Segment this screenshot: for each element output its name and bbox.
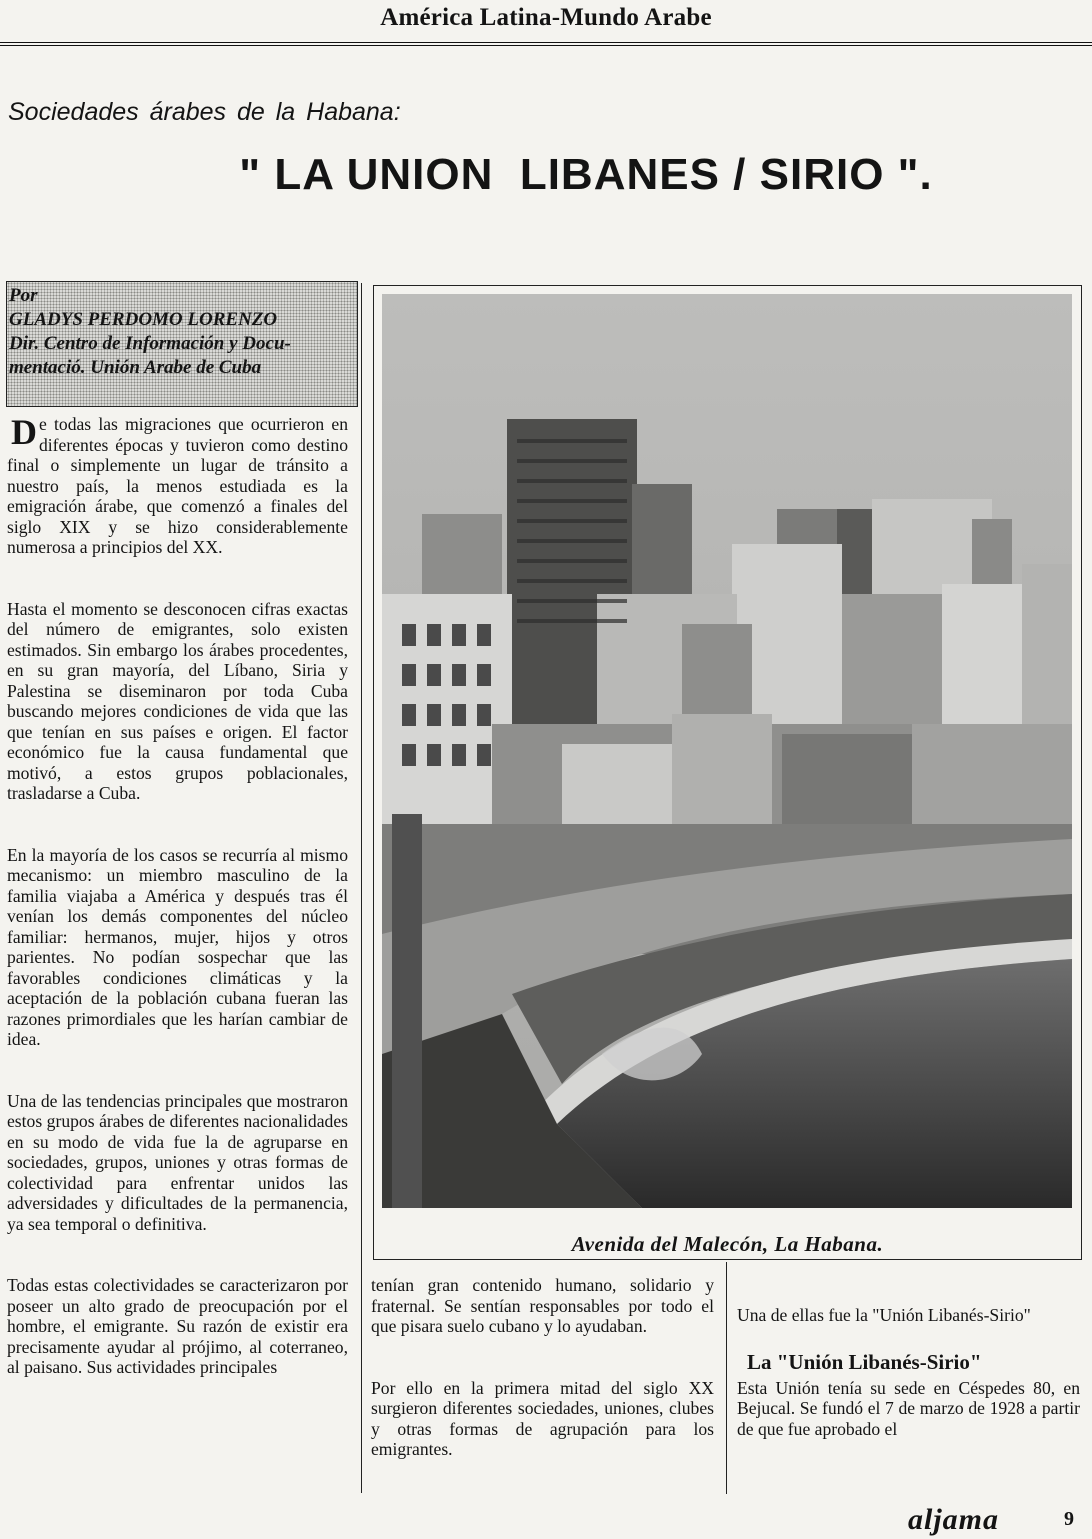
photo-caption: Avenida del Malecón, La Habana. (571, 1232, 884, 1256)
paragraph: Esta Unión tenía su sede en Céspedes 80, en Bejucal. Se fundó el 7 de marzo de 1928 a partir de que fue aprobado el (737, 1377, 1080, 1439)
byline-affiliation-1: Dir. Centro de Información y Docu- (9, 333, 291, 354)
article-column-1 (7, 414, 348, 1419)
paragraph: Por ello en la primera mitad del siglo XX surgieron diferentes sociedades, uniones, clubes y otras formas de agrupación para los emigrantes. (371, 1377, 714, 1459)
malecon-photo-illustration (382, 294, 1072, 1208)
paragraph: Una de ellas fue la "Unión Libanés-Sirio" (737, 1305, 1031, 1325)
section-subhead: La "Unión Libanés-Sirio" (747, 1349, 982, 1374)
byline-box (6, 281, 358, 407)
article-headline: " LA UNION LIBANES / SIRIO ". (239, 150, 933, 199)
byline-por: Por (9, 285, 38, 306)
paragraph: Todas estas colectividades se caracterizaron por poseer un alto grado de preocupación por el hombre, el emigrante. Su razón de existir era precisamente ayudar al prójimo, al coterraneo, al paisano. Sus actividades principales (7, 1275, 348, 1377)
byline-affiliation-2: mentació. Unión Arabe de Cuba (9, 357, 262, 378)
paragraph: tenían gran contenido humano, solidario y fraternal. Se sentían responsables por todo el que pisara suelo cubano y lo ayudaban. (371, 1275, 714, 1336)
column-divider (726, 1262, 727, 1494)
aljama-logo: aljama (908, 1503, 1000, 1536)
article-column-2 (371, 1275, 714, 1501)
paragraph: Hasta el momento se desconocen cifras exactas del número de emigrantes, solo existen estimados. Sin embargo los árabes procedentes, en su gran mayoría, del Líbano, Siria y Palestina se diseminaron por toda Cuba buscando mejores condiciones de vida que las que tenían en sus países e origen. El factor económico fue la causa fundamental que motivó, a estos grupos poblacionales, trasladarse a Cuba. (7, 598, 348, 803)
malecon-photo (382, 294, 1072, 1208)
section-header (0, 0, 1092, 46)
byline-author: GLADYS PERDOMO LORENZO (9, 309, 278, 330)
paragraph: En la mayoría de los casos se recurría al mismo mecanismo: un miembro masculino de la familia viajaba a América y después tras él venían los demás componentes del núcleo familiar: hermanos, mujer, hijos y otros parientes. No podían sospechar que las favorables condiciones climáticas y la aceptación de la población cubana fueran las razones primordiales que les harían cambiar de idea. (7, 844, 348, 1049)
page-number: 9 (1064, 1508, 1074, 1530)
article-kicker: Sociedades árabes de la Habana: (8, 98, 401, 126)
column-divider (361, 283, 362, 1493)
paragraph: De todas las migraciones que ocurrieron en diferentes épocas y tuvieron como destino final o simplemente un lugar de tránsito a nuestro país, la menos estudiada es la emigración árabe, que comenzó a finales del siglo XIX y se hizo considerablemente numerosa a principios del XX. (7, 412, 348, 557)
section-title: América Latina-Mundo Arabe (380, 4, 712, 31)
paragraph: Una de las tendencias principales que mostraron estos grupos árabes de diferentes nacionalidades en su modo de vida fue la de agruparse en sociedades, grupos, uniones y otras formas de colectividad para enfrentar unidos las adversidades y dificultades de la permanencia, ya sea temporal o definitiva. (7, 1090, 348, 1234)
article-column-3 (737, 1305, 1080, 1463)
drop-cap: D (11, 412, 37, 452)
